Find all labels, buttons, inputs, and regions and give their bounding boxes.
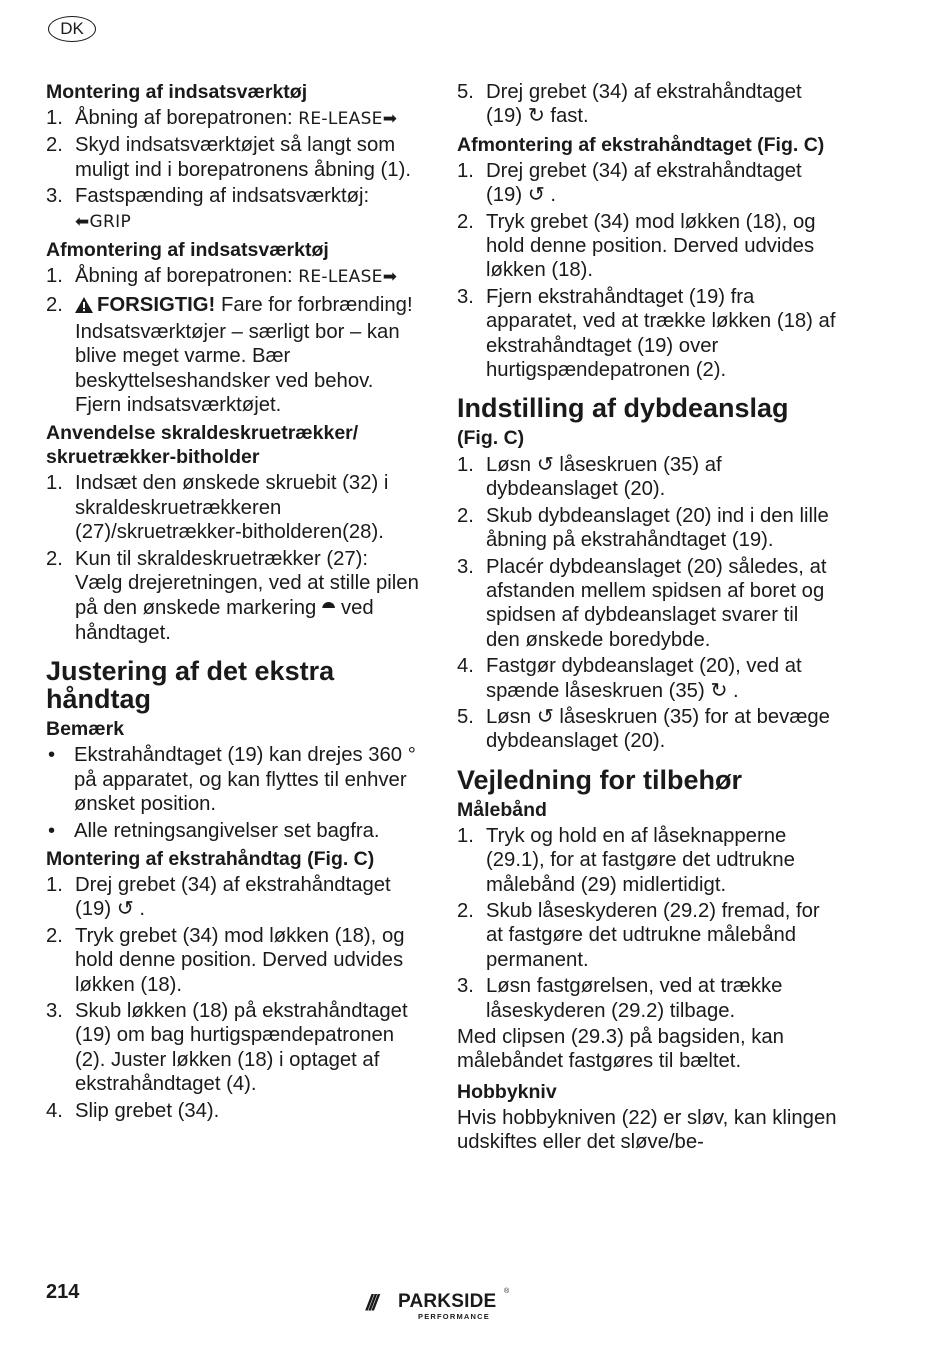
list-item bbox=[457, 974, 837, 1023]
section-title: Montering af indsatsværktøj bbox=[46, 81, 308, 103]
item-text: Skyd indsatsværktøjet så langt som muligt ind i borepatronens åbning (1). bbox=[75, 134, 411, 181]
item-text: Skub dybdeanslaget (20) ind i den lille åbning på ekstrahåndtaget (19). bbox=[486, 504, 829, 552]
section-title: Afmontering af ekstrahåndtaget (Fig. C) bbox=[457, 133, 825, 156]
list-item bbox=[457, 705, 837, 754]
item-number: 2. bbox=[46, 294, 63, 317]
language-badge-label: DK bbox=[60, 19, 84, 38]
section-title: Målebånd bbox=[457, 798, 547, 821]
paragraph: Hvis hobbykniven (22) er sløv, kan klingen udskiftes eller det sløve/be- bbox=[457, 1106, 837, 1154]
item-text: Fjern ekstrahåndtaget (19) fra apparatet, ved at trække løkken (18) af ekstrahåndtaget (19) over hurtigspændepatronen (2). bbox=[486, 285, 836, 382]
section-title: Montering af ekstrahåndtag (Fig. C) bbox=[46, 847, 375, 870]
paragraph: Med clipsen (29.3) på bagsiden, kan målebåndet fastgøres til bæltet. bbox=[457, 1026, 784, 1073]
item-text: Alle retningsangivelser set bagfra. bbox=[74, 819, 380, 842]
item-text: Løsn ↺ låseskruen (35) af dybdeanslaget (20). bbox=[486, 453, 722, 501]
list-item bbox=[46, 547, 420, 646]
item-text: Løsn fastgørelsen, ved at trække låseskyderen (29.2) tilbage. bbox=[486, 975, 783, 1022]
list-item bbox=[457, 80, 837, 129]
numbered-list bbox=[457, 159, 837, 383]
note-title: Bemærk bbox=[46, 718, 125, 741]
item-text bbox=[75, 547, 420, 646]
item-number: 2. bbox=[457, 504, 474, 527]
heading-dybdeanslag: Indstilling af dybdeanslag bbox=[457, 393, 789, 424]
section-title: Anvendelse skraldeskruetrækker/ skruetrækker-bitholder bbox=[46, 422, 359, 469]
item-number: 1. bbox=[457, 824, 474, 847]
list-item bbox=[46, 924, 420, 997]
item-number: 3. bbox=[457, 285, 474, 308]
item-number: 1. bbox=[46, 873, 63, 896]
list-item bbox=[46, 1099, 420, 1123]
heading-justering: Justering af det ekstra håndtag bbox=[46, 656, 335, 715]
item-text: Drej grebet (34) af ekstrahåndtaget (19) ↺ . bbox=[75, 873, 391, 921]
item-text bbox=[75, 264, 420, 289]
item-text: Løsn ↺ låseskruen (35) for at bevæge dybdeanslaget (20). bbox=[486, 705, 830, 753]
list-item bbox=[46, 264, 420, 289]
item-text: Drej grebet (34) af ekstrahåndtaget (19) ↺ . bbox=[486, 159, 802, 207]
item-number: 5. bbox=[457, 705, 474, 728]
item-text: Skub løkken (18) på ekstrahåndtaget (19) om bag hurtigspændepatronen (2). Juster løkken (18) i optaget af ekstrahåndtaget (4). bbox=[75, 999, 408, 1096]
item-text-body: Kun til skraldeskruetrækker (27): Vælg drejeretningen, ved at stille pilen på den ønskede markering bbox=[75, 547, 419, 619]
bullet-list bbox=[46, 743, 420, 843]
section-title: Afmontering af indsatsværktøj bbox=[46, 239, 329, 262]
language-badge bbox=[48, 16, 96, 42]
item-text: Slip grebet (34). bbox=[75, 1099, 220, 1122]
item-text bbox=[75, 106, 420, 131]
item-text-body: Fare for forbrænding! Indsatsværktøjer – særligt bor – kan blive meget varme. Bær beskyttelseshandsker ved behov. Fjern indsatsværktøjet. bbox=[75, 294, 413, 417]
numbered-list bbox=[46, 106, 420, 234]
item-number: 2. bbox=[457, 899, 474, 922]
list-item bbox=[457, 210, 837, 283]
section-title: Hobbykniv bbox=[457, 1080, 557, 1103]
item-number: 3. bbox=[457, 555, 474, 578]
right-column bbox=[457, 80, 837, 1155]
list-item bbox=[46, 293, 420, 417]
list-item bbox=[46, 999, 420, 1097]
item-number: 3. bbox=[46, 999, 63, 1022]
list-item bbox=[46, 106, 420, 131]
list-item bbox=[457, 285, 837, 383]
item-text: Tryk grebet (34) mod løkken (18), og hold denne position. Derved udvides løkken (18). bbox=[486, 210, 816, 282]
list-item bbox=[46, 873, 420, 922]
item-text: Indsæt den ønskede skruebit (32) i skraldeskruetrækkeren (27)/skruetrækker-bitholderen(28). bbox=[75, 472, 389, 544]
item-text-tail: ved håndtaget. bbox=[75, 596, 374, 644]
item-number: 5. bbox=[457, 81, 474, 103]
list-item bbox=[46, 471, 420, 544]
item-number: 2. bbox=[46, 547, 63, 570]
warning-icon bbox=[75, 295, 93, 319]
figure-reference: (Fig. C) bbox=[457, 427, 525, 450]
item-text-body: Åbning af borepatronen: bbox=[75, 265, 299, 288]
list-item bbox=[457, 453, 837, 502]
list-item bbox=[457, 899, 837, 972]
item-number: 1. bbox=[46, 265, 63, 288]
list-item bbox=[46, 743, 420, 816]
bullet: • bbox=[48, 744, 56, 767]
item-number: 3. bbox=[46, 185, 63, 208]
numbered-list bbox=[46, 471, 420, 645]
numbered-list bbox=[46, 264, 420, 417]
release-label: RE-LEASE➡ bbox=[298, 109, 398, 129]
grip-label: ⬅GRIP bbox=[75, 211, 131, 232]
item-text: Ekstrahåndtaget (19) kan drejes 360 ° på apparatet, og kan flyttes til enhver ønsket position. bbox=[74, 744, 416, 816]
page-number: 214 bbox=[46, 1281, 80, 1303]
list-item bbox=[457, 504, 837, 553]
parkside-logo bbox=[366, 1288, 516, 1324]
direction-marking-icon: ⯊ bbox=[321, 598, 336, 619]
logo-slashes: /// bbox=[366, 1290, 376, 1315]
list-item bbox=[46, 184, 420, 234]
item-text: Tryk grebet (34) mod løkken (18), og hold denne position. Derved udvides løkken (18). bbox=[75, 924, 405, 996]
item-text bbox=[75, 293, 420, 417]
logo-brand: PARKSIDE bbox=[398, 1291, 497, 1312]
item-number: 3. bbox=[457, 975, 474, 998]
item-number: 4. bbox=[457, 655, 474, 678]
numbered-list bbox=[457, 824, 837, 1023]
item-number: 2. bbox=[457, 210, 474, 233]
logo-subtitle: PERFORMANCE bbox=[418, 1312, 490, 1321]
list-item bbox=[457, 824, 837, 897]
numbered-list bbox=[457, 80, 837, 129]
list-item bbox=[457, 654, 837, 703]
numbered-list bbox=[46, 873, 420, 1123]
list-item bbox=[457, 159, 837, 208]
list-item bbox=[46, 819, 420, 843]
item-number: 1. bbox=[457, 159, 474, 182]
item-text: Placér dybdeanslaget (20) således, at afstanden mellem spidsen af boret og spidsen af dybdeanslaget svarer til den ønskede boredybde. bbox=[486, 555, 827, 651]
list-item bbox=[46, 133, 420, 182]
item-text: Drej grebet (34) af ekstrahåndtaget (19) ↻ fast. bbox=[486, 81, 802, 128]
item-number: 1. bbox=[457, 453, 474, 476]
item-text: Tryk og hold en af låseknapperne (29.1), for at fastgøre det udtrukne målebånd (29) midlertidigt. bbox=[486, 824, 795, 896]
numbered-list bbox=[457, 453, 837, 754]
bullet: • bbox=[48, 819, 56, 842]
item-text: Fastgør dybdeanslaget (20), ved at spænde låseskruen (35) ↻ . bbox=[486, 655, 802, 702]
release-label: RE-LEASE➡ bbox=[298, 267, 398, 288]
logo-registered: ® bbox=[504, 1288, 510, 1295]
item-number: 4. bbox=[46, 1099, 63, 1122]
item-number: 1. bbox=[46, 472, 63, 495]
item-text-body: Fastspænding af indsatsværktøj: bbox=[75, 185, 370, 208]
item-text: Skub låseskyderen (29.2) fremad, for at fastgøre det udtrukne målebånd permanent. bbox=[486, 899, 820, 971]
item-number: 2. bbox=[46, 134, 63, 157]
item-text-body: Åbning af borepatronen: bbox=[75, 107, 299, 129]
warning-label: FORSIGTIG! bbox=[97, 294, 216, 317]
item-number: 2. bbox=[46, 924, 63, 947]
left-column bbox=[46, 80, 420, 1125]
item-text bbox=[75, 184, 420, 234]
item-number: 1. bbox=[46, 107, 63, 129]
list-item bbox=[457, 555, 837, 653]
heading-tilbehor: Vejledning for tilbehør bbox=[457, 764, 743, 795]
